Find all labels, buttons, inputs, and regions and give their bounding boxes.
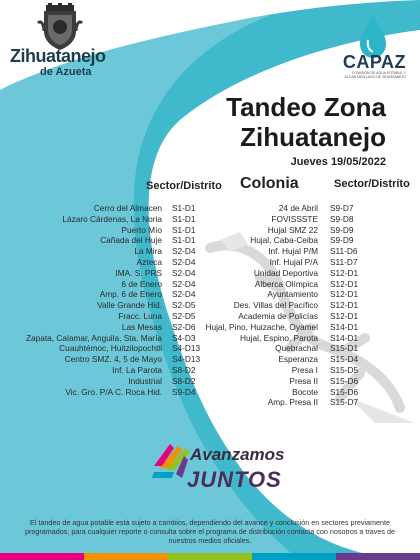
colonia-name: Vic. Gro. P/A C. Roca Hid.: [65, 386, 162, 397]
footer-stripe: [168, 553, 252, 560]
colonia-name: Zapata, Calamar, Anguila, Sta. María: [25, 332, 162, 343]
sector-code: S4-D13: [172, 354, 201, 365]
right-colonia-list: [205, 203, 318, 408]
colonia-name: Academia de Policías: [238, 310, 318, 321]
colonia-name: Esperanza: [278, 354, 318, 365]
sector-code: S15-D4: [330, 354, 359, 365]
sector-code: S2-D4: [172, 246, 196, 257]
colonia-name: Centro SMZ. 4, 5 de Mayo: [64, 354, 162, 365]
colonia-name: Hujal, Pino, Huizache, Oyamel: [205, 321, 318, 332]
municipal-shield-icon: [36, 3, 84, 51]
sector-code: S1-D1: [172, 224, 196, 235]
column-header-colonia: Colonia: [240, 175, 299, 192]
sector-code: S14-D1: [330, 332, 359, 343]
footer-stripe: [336, 553, 420, 560]
colonia-name: Cañada del Huje: [100, 235, 162, 246]
sector-code: S2-D6: [172, 321, 196, 332]
sector-code: S12-D1: [330, 310, 359, 321]
colonia-name: Inf. La Parota: [112, 364, 162, 375]
sector-code: S15-D1: [330, 343, 359, 354]
sector-code: S15-D5: [330, 364, 359, 375]
colonia-name: Azteca: [136, 256, 162, 267]
colonia-name: Inf. Hujal P/M: [268, 246, 318, 257]
sector-code: S11-D7: [330, 256, 358, 267]
page-title-line1: Tandeo Zona: [226, 92, 386, 122]
colonia-name: Amp. 6 de Enero: [99, 289, 162, 300]
colonia-name: Inf. Hujal P/A: [269, 256, 318, 267]
colonia-name: Hujal, Caba-Ceiba: [250, 235, 318, 246]
sector-code: S4-D3: [172, 332, 196, 343]
footer-stripe: [252, 553, 336, 560]
colonia-name: La Mira: [134, 246, 162, 257]
footer-stripe: [84, 553, 168, 560]
sector-code: S1-D1: [172, 213, 196, 224]
colonia-name: Las Mesas: [121, 321, 162, 332]
sector-code: S1-D1: [172, 203, 196, 213]
colonia-name: 24 de Abril: [278, 203, 318, 213]
disclaimer-note: El tandeo de agua potable está sujeto a cambios, dependiendo del avance y conclusión en sectores previamente programados; para cualquier reporte o consulta sobre el programa de distribución contacta con nosotros a traves de nuestros medios oficiales.: [25, 518, 395, 545]
colonia-name: Presa I: [291, 364, 318, 375]
colonia-name: Industrial: [128, 375, 162, 386]
colonia-name: Presa II: [289, 375, 318, 386]
sector-code: S14-D1: [330, 321, 359, 332]
colonia-name: Quebrachal: [275, 343, 318, 354]
sector-code: S12-D1: [330, 267, 359, 278]
sector-code: S2-D4: [172, 256, 196, 267]
right-sector-list: [330, 203, 358, 408]
campaign-word-1: Avanzamos: [190, 445, 285, 464]
schedule-date: Jueves 19/05/2022: [290, 156, 386, 168]
colonia-name: Des. Villas del Pacífico: [233, 300, 318, 311]
sector-code: S8-D2: [172, 375, 196, 386]
sector-code: S4-D13: [172, 343, 201, 354]
colonia-name: Ayuntamiento: [267, 289, 318, 300]
sector-code: S8-D2: [172, 364, 196, 375]
sector-code: S2-D5: [172, 300, 196, 311]
sector-code: S1-D1: [172, 235, 196, 246]
colonia-name: Amp. Presa II: [267, 397, 318, 408]
sector-code: S9-D9: [330, 235, 354, 246]
sector-code: S9-D8: [330, 213, 354, 224]
municipal-header: [0, 0, 140, 100]
column-header-sector-right: Sector/Distrito: [334, 178, 410, 190]
left-sector-list: [172, 203, 200, 397]
left-colonia-list: [26, 203, 162, 397]
page-title-line2: Zihuatanejo: [240, 122, 386, 152]
colonia-name: FOVISSSTE: [271, 213, 318, 224]
sector-code: S11-D6: [330, 246, 358, 257]
sector-code: S9-D4: [172, 386, 196, 397]
column-header-sector-left: Sector/Distrito: [146, 180, 222, 192]
footer-stripe: [0, 553, 84, 560]
sector-code: S12-D1: [330, 278, 359, 289]
colonia-name: Cuauhtémoc, Huitzilopochtli: [59, 343, 162, 354]
colonia-name: Hujal, Espino, Parota: [240, 332, 318, 343]
sector-code: S9-D9: [330, 224, 354, 235]
colonia-name: Puerto Mío: [121, 224, 162, 235]
sector-code: S2-D4: [172, 267, 196, 278]
agency-subtitle: COMISIÓN DE AGUA POTABLE Y ALCANTARILLADO DE ZIHUATANEJO: [344, 71, 406, 79]
colonia-name: Cerro del Almacen: [93, 203, 162, 213]
sector-code: S12-D1: [330, 289, 359, 300]
colonia-name: IMA. S. PRS: [115, 267, 162, 278]
campaign-word-2: JUNTOS: [187, 467, 282, 492]
sector-code: S2-D4: [172, 278, 196, 289]
sector-code: S12-D1: [330, 300, 359, 311]
footer-color-stripes: [0, 553, 420, 560]
colonia-name: 6 de Enero: [121, 278, 162, 289]
colonia-name: Alberca Olímpica: [254, 278, 318, 289]
sector-code: S15-D7: [330, 397, 359, 408]
sector-code: S2-D4: [172, 289, 196, 300]
agency-logo-text: CAPAZ: [342, 52, 406, 72]
colonia-name: Lázaro Cárdenas, La Noria: [62, 213, 162, 224]
sector-code: S9-D7: [330, 203, 354, 213]
sector-code: S15-D6: [330, 375, 359, 386]
colonia-name: Fracc. Luna: [118, 310, 162, 321]
sector-code: S2-D5: [172, 310, 196, 321]
colonia-name: Unidad Deportiva: [253, 267, 318, 278]
city-subtitle: de Azueta: [40, 66, 92, 78]
city-name: Zihuatanejo: [10, 46, 106, 66]
colonia-name: Valle Grande Hid.: [97, 300, 162, 311]
sector-code: S15-D6: [330, 386, 359, 397]
colonia-name: Hujal SMZ 22: [267, 224, 318, 235]
colonia-name: Bocote: [292, 386, 318, 397]
